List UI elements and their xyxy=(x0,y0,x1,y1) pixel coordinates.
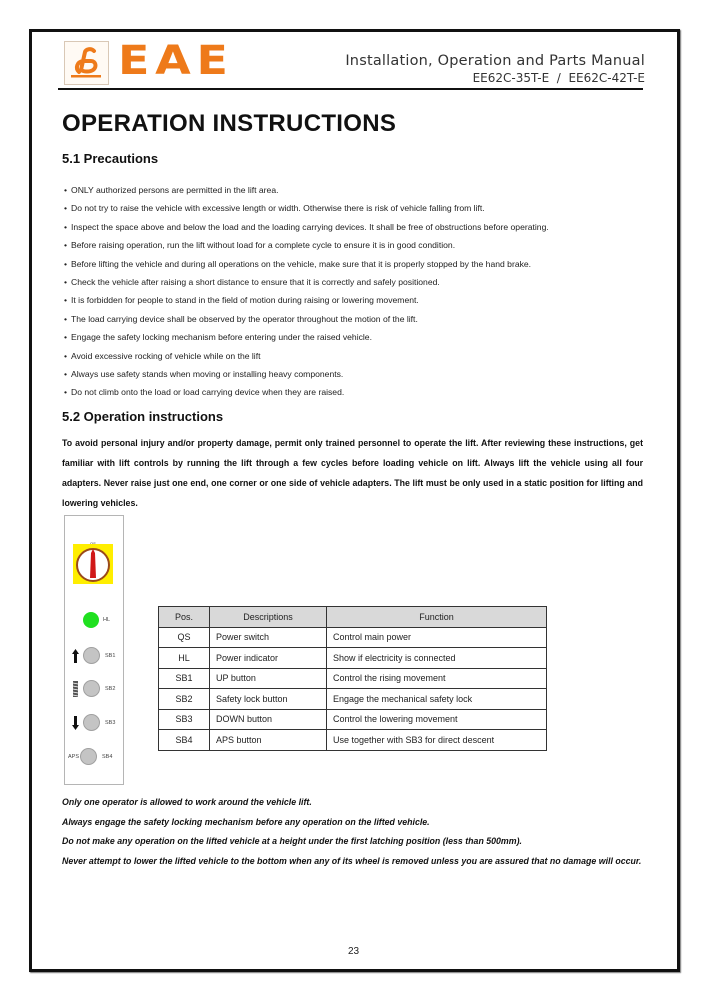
table-row xyxy=(159,709,547,730)
table-header-row xyxy=(159,607,547,628)
section-heading-precautions: 5.1 Precautions xyxy=(62,151,159,166)
sb2-label: SB2 xyxy=(105,685,116,692)
precautions-list xyxy=(64,181,654,402)
cell-function: Control the rising movement xyxy=(327,668,547,689)
page-number: 23 xyxy=(347,946,360,957)
cell-pos: SB2 xyxy=(159,689,210,710)
aps-label: APS xyxy=(68,753,80,760)
down-arrow-icon xyxy=(72,716,79,730)
sb4-label: SB4 xyxy=(102,753,113,760)
power-indicator xyxy=(83,612,110,628)
list-item: • Before lifting the vehicle and during all operations on the vehicle, make sure that it is properly stopped by the hand brake. xyxy=(64,255,654,273)
brand-name: EAE xyxy=(118,38,234,84)
cell-description: Safety lock button xyxy=(210,689,327,710)
list-item: • Engage the safety locking mechanism before entering under the raised vehicle. xyxy=(64,328,654,346)
list-item: • It is forbidden for people to stand in the field of motion during raising or lowering movement. xyxy=(64,291,654,309)
table-row xyxy=(159,730,547,751)
column-header: Descriptions xyxy=(210,607,327,628)
sb2-button-icon xyxy=(83,680,100,697)
aps-button-control xyxy=(68,748,112,765)
sb3-label: SB3 xyxy=(105,719,116,726)
list-item: • Avoid excessive rocking of vehicle while on the lift xyxy=(64,347,654,365)
power-lamp-icon xyxy=(83,612,99,628)
list-item: • Always use safety stands when moving or installing heavy components. xyxy=(64,365,654,383)
section-heading-operation: 5.2 Operation instructions xyxy=(62,409,224,424)
list-item: • Check the vehicle after raising a short distance to ensure that it is correctly and safely positioned. xyxy=(64,273,654,291)
cell-description: Power indicator xyxy=(210,648,327,669)
note: Only one operator is allowed to work around the vehicle lift. xyxy=(62,797,312,807)
brand-logo-icon xyxy=(64,41,109,85)
sb1-label: SB1 xyxy=(105,652,116,659)
control-panel-diagram xyxy=(64,515,124,785)
operation-paragraph: To avoid personal injury and/or property damage, permit only trained personnel to operate the lift. After reviewing these instructions, get familiar with lift controls by running the lift through a few cycles before loading vehicle on lift. Always lift the vehicle using all four adapters. Never raise just one end, one corner or one side of vehicle adapters. The lift must be only used in a static position for lifting and lowering vehicles. xyxy=(62,438,643,508)
cell-function: Control the lowering movement xyxy=(327,709,547,730)
cell-pos: SB1 xyxy=(159,668,210,689)
manual-title: Installation, Operation and Parts Manual xyxy=(345,53,645,69)
up-arrow-icon xyxy=(72,649,79,663)
cell-function: Engage the mechanical safety lock xyxy=(327,689,547,710)
up-button-control xyxy=(72,647,115,664)
document-header xyxy=(345,52,645,86)
table-row xyxy=(159,689,547,710)
safety-lock-button-control xyxy=(72,680,115,697)
column-header: Function xyxy=(327,607,547,628)
cell-pos: SB4 xyxy=(159,730,210,751)
cell-description: APS button xyxy=(210,730,327,751)
cell-function: Use together with SB3 for direct descent xyxy=(327,730,547,751)
page-title: OPERATION INSTRUCTIONS xyxy=(62,110,397,137)
note: Never attempt to lower the lifted vehicle to the bottom when any of its wheel is removed unless you are assured that no damage will occur. xyxy=(62,855,642,866)
cell-function: Show if electricity is connected xyxy=(327,648,547,669)
list-item: • Before raising operation, run the lift without load for a complete cycle to ensure it is in good condition. xyxy=(64,236,654,254)
safety-notes xyxy=(62,793,643,871)
table-row xyxy=(159,648,547,669)
note: Do not make any operation on the lifted vehicle at a height under the first latching position (less than 500mm). xyxy=(62,836,522,846)
safety-lock-icon xyxy=(72,681,79,697)
sb4-button-icon xyxy=(80,748,97,765)
list-item: • Inspect the space above and below the load and the loading carrying devices. It shall be free of obstructions before operating. xyxy=(64,218,654,236)
model-numbers: EE62C-35T-E / EE62C-42T-E xyxy=(472,71,645,85)
header-divider xyxy=(58,88,643,90)
list-item: • ONLY authorized persons are permitted in the lift area. xyxy=(64,181,654,199)
cell-description: Power switch xyxy=(210,627,327,648)
list-item: • The load carrying device shall be observed by the operator throughout the motion of the lift. xyxy=(64,310,654,328)
table-row xyxy=(159,668,547,689)
column-header: Pos. xyxy=(159,607,210,628)
cell-pos: HL xyxy=(159,648,210,669)
hl-label: HL xyxy=(103,617,111,623)
list-item: • Do not climb onto the load or load carrying device when they are raised. xyxy=(64,383,654,401)
cell-function: Control main power xyxy=(327,627,547,648)
cell-pos: QS xyxy=(159,627,210,648)
note: Always engage the safety locking mechanism before any operation on the lifted vehicle. xyxy=(62,816,430,827)
cell-pos: SB3 xyxy=(159,709,210,730)
sb3-button-icon xyxy=(83,714,100,731)
list-item: • Do not try to raise the vehicle with excessive length or width. Otherwise there is risk of vehicle falling from lift. xyxy=(64,199,654,217)
controls-table xyxy=(158,606,547,751)
down-button-control xyxy=(72,714,115,731)
power-switch-icon xyxy=(73,544,113,584)
table-row xyxy=(159,627,547,648)
cell-description: DOWN button xyxy=(210,709,327,730)
cell-description: UP button xyxy=(210,668,327,689)
sb1-button-icon xyxy=(83,647,100,664)
